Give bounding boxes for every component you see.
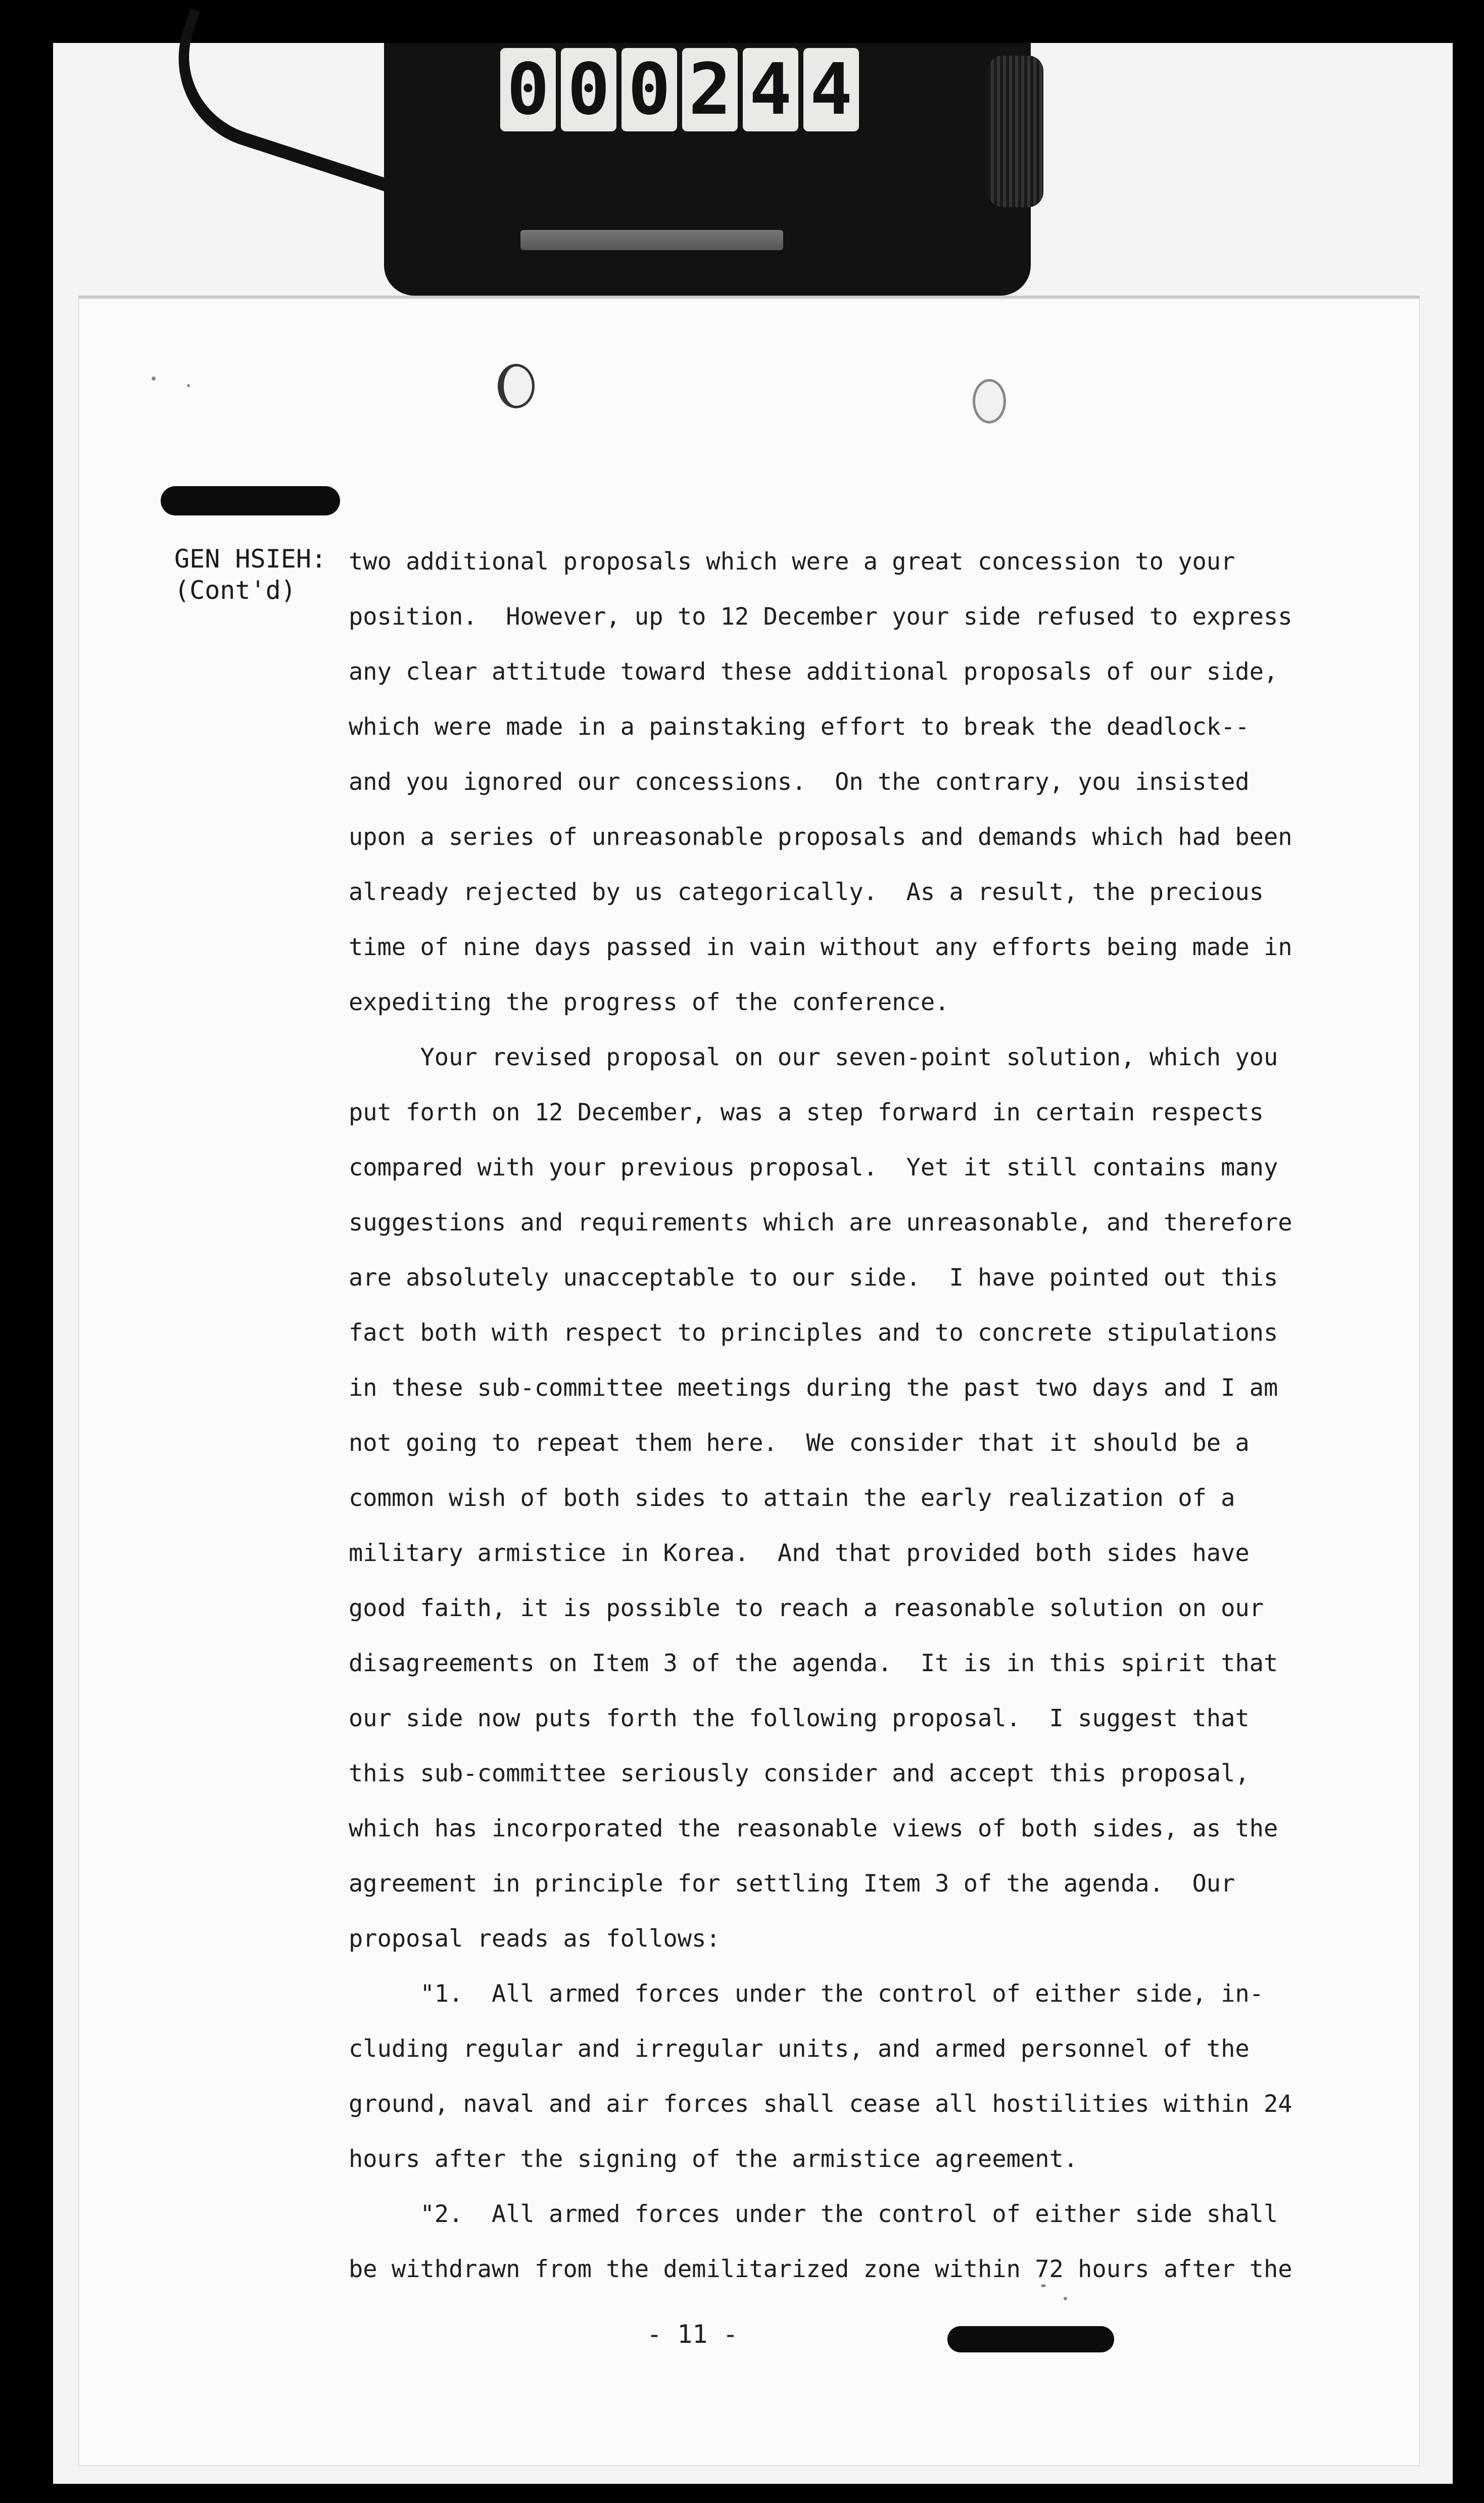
text-line: which has incorporated the reasonable views of both sides, as the [349,1815,1278,1843]
text-line: not going to repeat them here. We consider that it should be a [349,1429,1250,1457]
text-line: hours after the signing of the armistice agreement. [349,2145,1078,2173]
text-line: ground, naval and air forces shall cease all hostilities within 24 [349,2090,1292,2118]
counter-digit: 4 [803,48,859,131]
text-line: upon a series of unreasonable proposals and demands which had been [349,823,1292,851]
counter-digit: 0 [621,48,677,131]
text-line: "1. All armed forces under the control of either side, in- [349,1980,1264,2008]
text-line: are absolutely unacceptable to our side. I have pointed out this [349,1264,1278,1292]
punch-hole [973,379,1006,423]
scan-speck [152,376,156,381]
text-line: proposal reads as follows: [349,1925,721,1953]
text-line: compared with your previous proposal. Yet it still contains many [349,1154,1278,1182]
punch-hole [498,364,535,408]
counter-knob [988,56,1043,207]
scan-speck [1064,2297,1067,2300]
text-line: two additional proposals which were a great concession to your [349,548,1235,576]
text-line: any clear attitude toward these additional proposals of our side, [349,658,1278,686]
text-line: military armistice in Korea. And that provided both sides have [349,1539,1250,1567]
frame-counter-digits [500,48,859,134]
text-line: time of nine days passed in vain without any efforts being made in [349,933,1292,961]
document-body [349,547,1369,2309]
text-line: disagreements on Item 3 of the agenda. It is in this spirit that [349,1649,1278,1677]
page-number: - 11 - [647,2320,738,2349]
redaction-mark [161,486,340,515]
speaker-continued: (Cont'd) [174,576,296,605]
speaker-name: GEN HSIEH: [174,544,327,574]
text-line: our side now puts forth the following proposal. I suggest that [349,1705,1250,1732]
redaction-mark [947,2326,1114,2352]
counter-digit: 4 [743,48,798,131]
scan-speck [1041,2284,1046,2287]
speaker-label [174,543,326,606]
text-line: "2. All armed forces under the control of either side shall [349,2200,1278,2228]
text-line: good faith, it is possible to reach a reasonable solution on our [349,1594,1264,1622]
counter-digit: 0 [561,48,616,131]
scan-speck [187,384,190,387]
text-line: be withdrawn from the demilitarized zone within 72 hours after the [349,2255,1292,2283]
counter-label-plate [520,230,783,250]
text-line: fact both with respect to principles and to concrete stipulations [349,1319,1278,1347]
text-line: position. However, up to 12 December your side refused to express [349,603,1292,631]
text-line: already rejected by us categorically. As a result, the precious [349,878,1264,906]
counter-digit: 2 [682,48,738,131]
text-line: this sub-committee seriously consider and accept this proposal, [349,1760,1250,1787]
text-line: Your revised proposal on our seven-point solution, which you [349,1044,1278,1071]
text-line: common wish of both sides to attain the early realization of a [349,1484,1235,1512]
text-line: which were made in a painstaking effort to break the deadlock-- [349,713,1250,741]
text-line: cluding regular and irregular units, and armed personnel of the [349,2035,1250,2063]
text-line: agreement in principle for settling Item 3 of the agenda. Our [349,1870,1235,1898]
text-line: and you ignored our concessions. On the contrary, you insisted [349,768,1250,796]
text-line: expediting the progress of the conference. [349,988,949,1016]
text-line: put forth on 12 December, was a step forward in certain respects [349,1099,1264,1126]
text-line: suggestions and requirements which are unreasonable, and therefore [349,1209,1292,1237]
text-line: in these sub-committee meetings during the past two days and I am [349,1374,1278,1402]
counter-digit: 0 [500,48,556,131]
